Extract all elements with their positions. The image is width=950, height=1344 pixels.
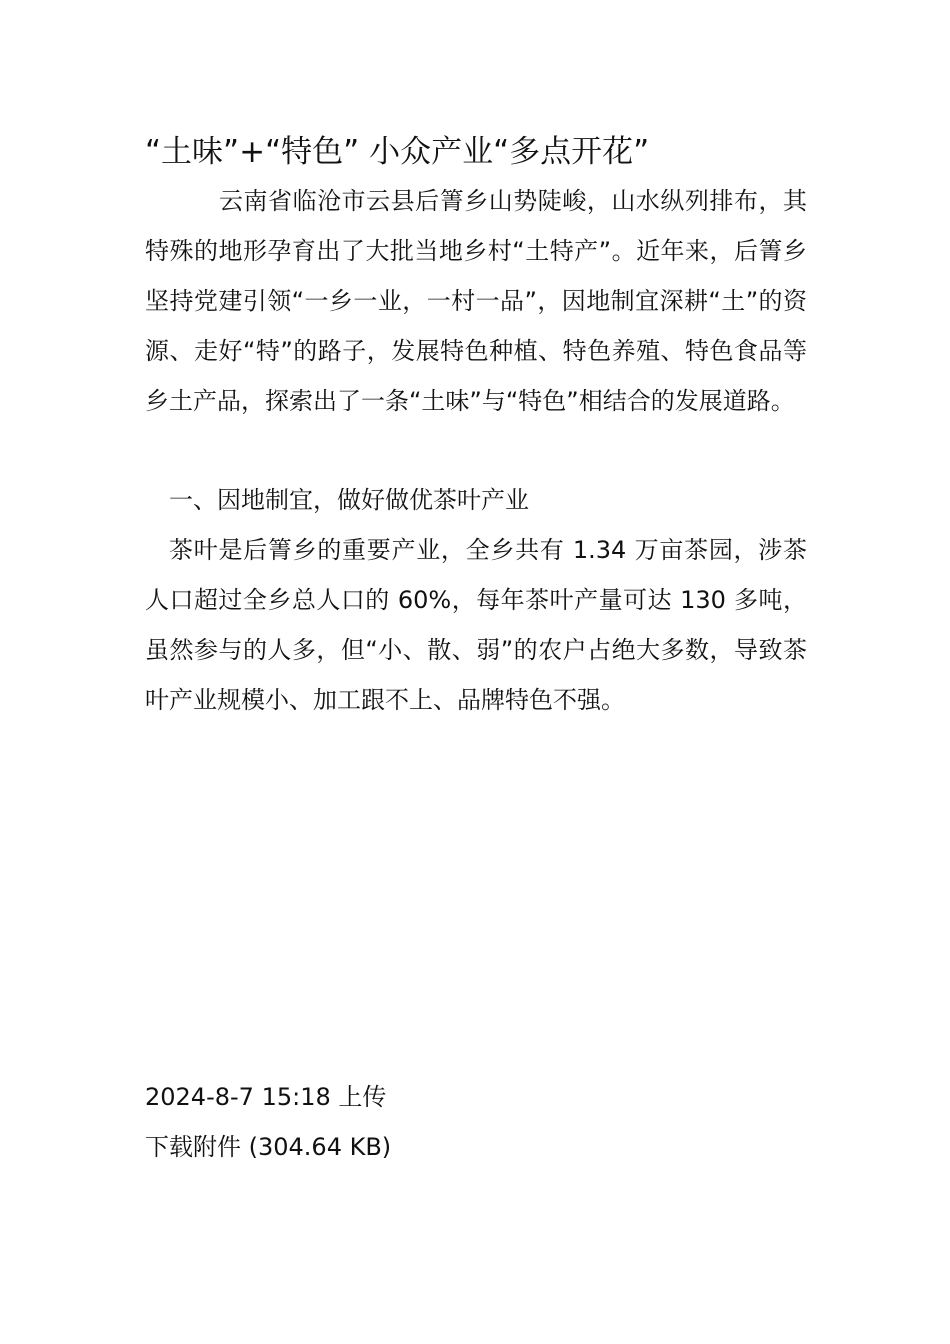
download-attachment-link[interactable]: 下载附件 (304.64 KB) [145,1133,392,1161]
upload-timestamp: 2024-8-7 15:18 上传 [145,1083,387,1111]
article-paragraph-tea: 茶叶是后箐乡的重要产业，全乡共有 1.34 万亩茶园，涉茶人口超过全乡总人口的 60%，每年茶叶产量可达 130 多吨，虽然参与的人多，但“小、散、弱”的农户占绝大多数，导致茶叶产业规模小、加工跟不上、品牌特色不强。 [145,536,807,714]
article-paragraph-intro: 云南省临沧市云县后箐乡山势陡峻，山水纵列排布，其特殊的地形孕育出了大批当地乡村“土特产”。近年来，后箐乡坚持党建引领“一乡一业，一村一品”，因地制宜深耕“土”的资源、走好“特”的路子，发展特色种植、特色养殖、特色食品等乡土产品，探索出了一条“土味”与“特色”相结合的发展道路。 [145,187,807,415]
article-title: “土味”+“特色” 小众产业“多点开花” [145,134,650,170]
section-heading-tea: 一、因地制宜，做好做优茶叶产业 [169,486,529,514]
